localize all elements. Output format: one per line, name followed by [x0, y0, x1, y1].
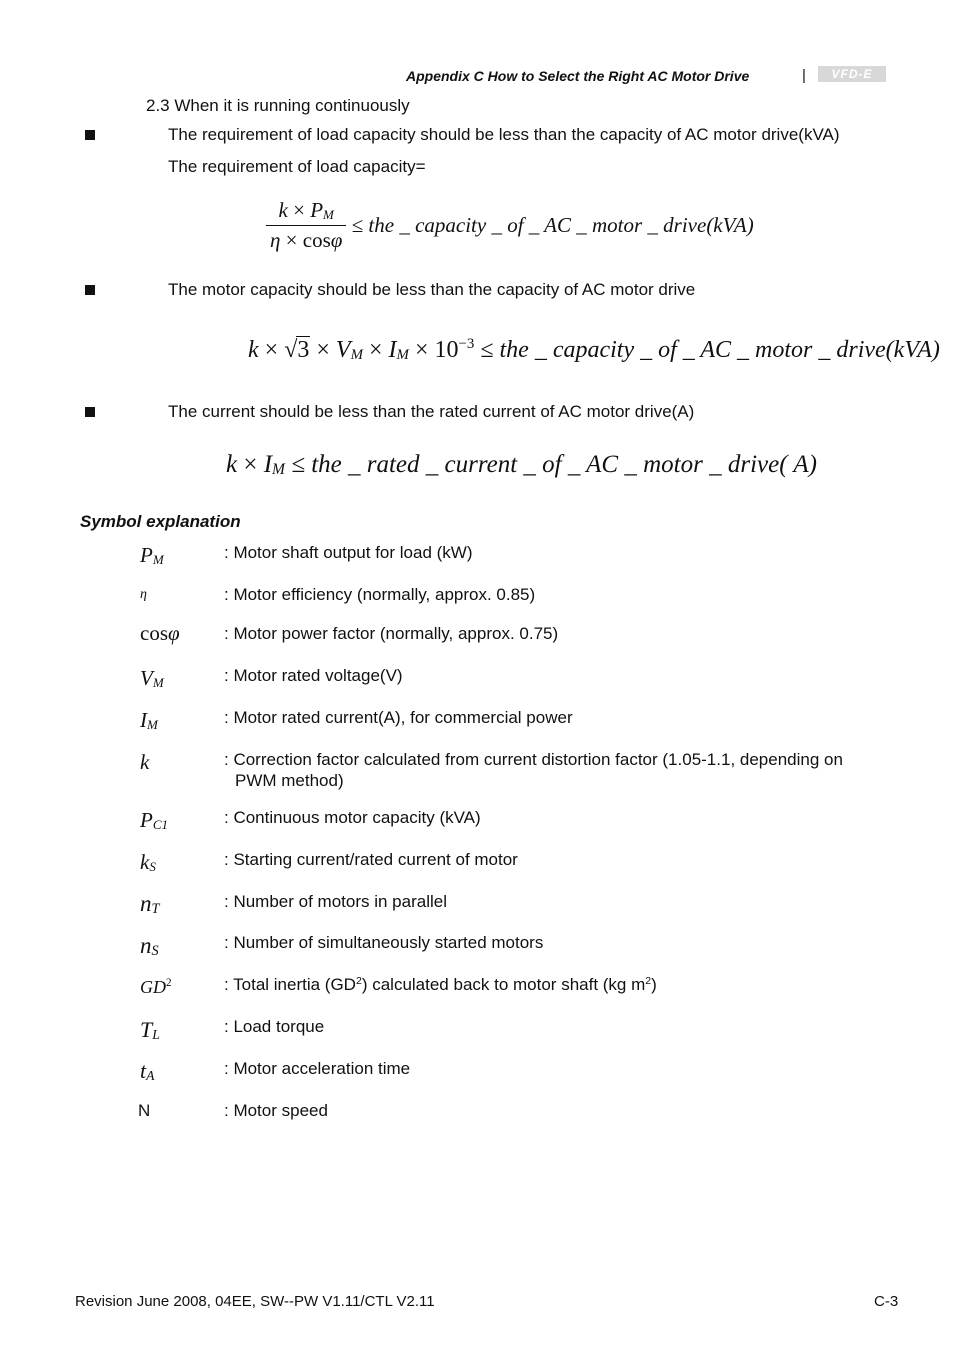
- symbol-vm: VM: [140, 666, 164, 690]
- bullet-text-1: The requirement of load capacity should be less than the capacity of AC motor drive(kVA): [168, 125, 840, 144]
- symbol-desc: : Motor rated current(A), for commercial power: [224, 708, 573, 727]
- symbol-cos-phi: cosφ: [140, 621, 180, 645]
- fraction-numerator: k × PM: [266, 198, 346, 226]
- bullet-text-2: The motor capacity should be less than the capacity of AC motor drive: [168, 280, 696, 299]
- section-heading: 2.3 When it is running continuously: [146, 96, 410, 115]
- formula-rhs: ≤ the _ capacity _ of _ AC _ motor _ drive(kVA): [346, 213, 754, 237]
- footer-revision: Revision June 2008, 04EE, SW--PW V1.11/CTL V2.11: [75, 1293, 435, 1310]
- symbol-desc: : Motor power factor (normally, approx. 0.75): [224, 624, 559, 643]
- symbol-desc: : Motor shaft output for load (kW): [224, 543, 473, 562]
- symbol-desc: : Continuous motor capacity (kVA): [224, 808, 481, 827]
- symbol-desc: : Motor efficiency (normally, approx. 0.85): [224, 585, 536, 604]
- bullet-text-3: The current should be less than the rated current of AC motor drive(A): [168, 402, 695, 421]
- bullet-marker: [85, 407, 95, 417]
- symbol-pm: PM: [140, 543, 164, 567]
- bullet-subtext-1: The requirement of load capacity=: [168, 157, 426, 176]
- symbol-ks: kS: [140, 850, 156, 874]
- page-header-title: Appendix C How to Select the Right AC Motor Drive: [406, 68, 750, 84]
- symbol-im: IM: [140, 708, 158, 732]
- symbol-gd2: $GD^2$: [140, 977, 172, 997]
- vfd-e-logo: VFD-E: [818, 66, 886, 82]
- formula-rated-current: k × IM ≤ the _ rated _ current _ of _ AC _ motor _ drive( A): [226, 451, 817, 479]
- header-separator: |: [802, 67, 806, 84]
- symbol-desc: : Correction factor calculated from current distortion factor (1.05-1.1, depending on: [224, 750, 843, 769]
- symbol-desc: : Motor speed: [224, 1101, 328, 1120]
- footer-page-number: C-3: [874, 1293, 899, 1310]
- symbol-tl: TL: [140, 1017, 160, 1043]
- symbol-n: N: [138, 1101, 151, 1120]
- symbol-nt: nT: [140, 891, 160, 918]
- fraction-denominator: η × cosφ: [270, 228, 343, 252]
- symbol-desc: : Load torque: [224, 1017, 325, 1036]
- symbol-pc1: PC1: [140, 808, 169, 832]
- bullet-marker: [85, 130, 95, 140]
- symbol-ta: tA: [140, 1058, 155, 1084]
- symbol-desc: : Number of motors in parallel: [224, 892, 447, 911]
- symbol-desc: : Number of simultaneously started motors: [224, 933, 544, 952]
- symbol-k: k: [140, 750, 150, 774]
- bullet-marker: [85, 285, 95, 295]
- symbol-desc: : Motor acceleration time: [224, 1059, 411, 1078]
- symbol-desc: : Total inertia $(GD^2)$ calculated back to motor shaft (kg $m^2$): [224, 974, 657, 994]
- symbol-ns: nS: [140, 933, 159, 960]
- formula-motor-capacity: k × √3 × VM × IM × $10^{-3}$ ≤ the _ capacity _ of _ AC _ motor _ drive(kVA): [248, 336, 940, 364]
- symbol-desc-continued: PWM method): [235, 771, 344, 790]
- symbol-desc: : Starting current/rated current of motor: [224, 850, 518, 869]
- symbol-explanation-heading: Symbol explanation: [80, 512, 241, 531]
- symbol-desc: : Motor rated voltage(V): [224, 666, 403, 685]
- formula-fraction: [266, 198, 346, 253]
- symbol-eta: η: [140, 587, 147, 602]
- formula-load-capacity: [266, 198, 754, 253]
